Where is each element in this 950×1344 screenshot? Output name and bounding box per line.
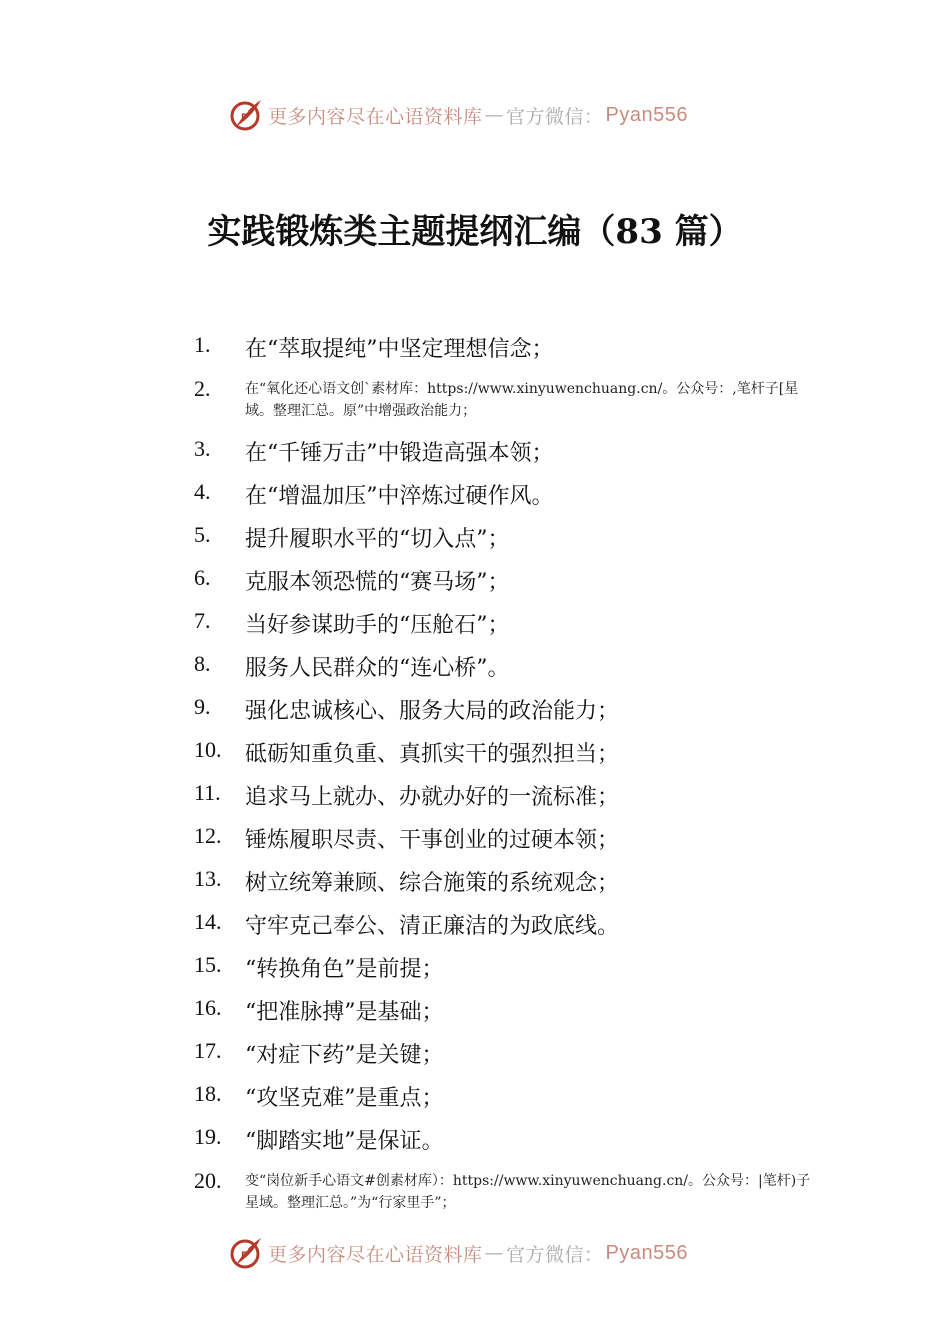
item-number: 3. <box>194 436 211 461</box>
item-number: 5. <box>194 522 211 547</box>
header-watermark <box>228 95 688 135</box>
item-text: 提升履职水平的“切入点”； <box>245 527 510 552</box>
svg-text:P: P <box>241 113 249 123</box>
item-text: 当好参谋助手的“压舱石”； <box>245 613 510 638</box>
item-text: 服务人民群众的“连心桥”。 <box>245 656 510 681</box>
item-number: 19. <box>194 1124 222 1149</box>
item-number: 17. <box>194 1038 222 1063</box>
watermark-official-text: 官方微信： <box>506 1243 604 1266</box>
watermark-dash: — <box>484 104 505 126</box>
item-text: 强化忠诚核心、服务大局的政治能力； <box>245 699 620 724</box>
item-number: 16. <box>194 995 222 1020</box>
item-number: 8. <box>194 651 211 676</box>
document-title: 实践锻炼类主题提纲汇编（83 篇） <box>207 212 743 252</box>
item-number: 15. <box>194 952 222 977</box>
item-number: 7. <box>194 608 211 633</box>
watermark-wechat-id: Pyan556 <box>605 1241 688 1264</box>
watermark-main-text: 更多内容尽在心语资料库 <box>268 1243 483 1266</box>
item-number: 11. <box>194 780 221 805</box>
item-text: 在“氧化还心语文创`素材库：https://www.xinyuwenchuang.cn/。公众号：,笔杆子[星域。整理汇总。原”中增强政治能力； <box>245 381 799 419</box>
item-number: 14. <box>194 909 222 934</box>
svg-text:P: P <box>241 1251 249 1261</box>
quill-logo-icon <box>228 97 264 133</box>
item-text: “转换角色”是前提； <box>245 957 444 982</box>
item-text: 克服本领恐慌的“赛马场”； <box>245 570 510 595</box>
item-text: “把准脉搏”是基础； <box>245 1000 444 1025</box>
item-text: 追求马上就办、办就办好的一流标准； <box>245 785 620 810</box>
item-text: 砥砺知重负重、真抓实干的强烈担当； <box>245 742 620 767</box>
item-text: 在“千锤万击”中锻造高强本领； <box>245 441 554 466</box>
watermark-wechat-id: Pyan556 <box>605 103 688 126</box>
item-text: “攻坚克难”是重点； <box>245 1086 444 1111</box>
item-number: 13. <box>194 866 222 891</box>
item-number: 10. <box>194 737 222 762</box>
item-number: 18. <box>194 1081 222 1106</box>
item-number: 4. <box>194 479 211 504</box>
item-text: “对症下药”是关键； <box>245 1043 444 1068</box>
item-text: 锤炼履职尽责、干事创业的过硬本领； <box>245 828 620 853</box>
footer-watermark <box>228 1233 688 1273</box>
watermark-main-text: 更多内容尽在心语资料库 <box>268 105 483 128</box>
item-text: 守牢克己奉公、清正廉洁的为政底线。 <box>245 914 620 939</box>
item-text: 在“增温加压”中淬炼过硬作风。 <box>245 484 554 509</box>
item-text: 变“岗位新手心语文#创素材库）：https://www.xinyuwenchuang.cn/。公众号：|笔杆)子星域。整理汇总。”为“行家里手”； <box>245 1173 811 1211</box>
item-number: 9. <box>194 694 211 719</box>
item-number: 1. <box>194 332 211 357</box>
watermark-dash: — <box>484 1242 505 1264</box>
item-number: 20. <box>194 1168 222 1193</box>
item-number: 12. <box>194 823 222 848</box>
item-number: 6. <box>194 565 211 590</box>
quill-logo-icon <box>228 1235 264 1271</box>
watermark-official-text: 官方微信： <box>506 105 604 128</box>
item-text: “脚踏实地”是保证。 <box>245 1129 444 1154</box>
item-text: 树立统筹兼顾、综合施策的系统观念； <box>245 871 620 896</box>
item-text: 在“萃取提纯”中坚定理想信念； <box>245 337 554 362</box>
item-number: 2. <box>194 376 211 401</box>
